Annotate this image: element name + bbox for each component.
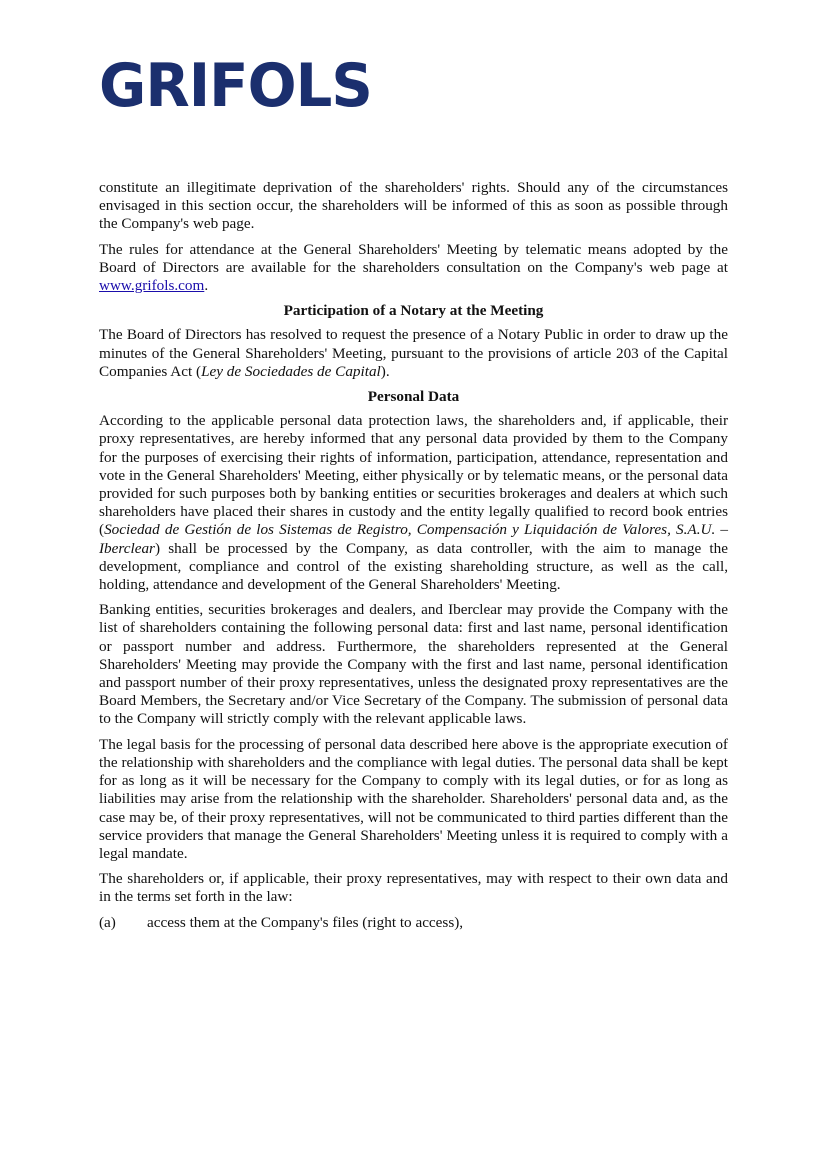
purpose-text: According to the applicable personal data protection laws, the shareholders and, if applicable, their proxy representatives, are hereby informed that any personal data provided by them to the Company for the purposes of exercising their rights of information, participation, attendance, representation and vote in the General Shareholders' Meeting, either physically or by telematic means, or the personal data provided for such purposes both by banking entities or securities brokerages and dealers at which such shareholders have placed their shares in custody and the entity legally qualified to record book entries ( <box>99 412 729 539</box>
list-item-marker: (a) <box>99 913 116 931</box>
notary-act-name: Ley de Sociedades de Capital <box>201 362 381 380</box>
telematic-rules-text: The rules for attendance at the General Shareholders' Meeting by telematic means adopted by the Board of Directors are available for the shareholders consultation on the Company's web page at <box>99 240 728 276</box>
purpose-text-end: ) shall be processed by the Company, as data controller, with the aim to manage the development, compliance and control of the existing shareholding structure, as well as the call, holding, attendance and development of the General Shareholders' Meeting. <box>99 539 728 594</box>
paragraph-data-sources: Banking entities, securities brokerages and dealers, and Iberclear may provide the Company with the list of shareholders containing the following personal data: first and last name, personal identification or passport number and address. Furthermore, the shareholders represented at the General Shareholders' Meeting may provide the Company with the first and last name, personal identification and passport number of their proxy representatives, unless the designated proxy representatives are the Board Members, the Secretary and/or Vice Secretary of the Company. The submission of personal data to the Company will strictly comply with the relevant applicable laws. <box>99 601 728 728</box>
list-item-text: access them at the Company's files (right to access), <box>147 913 464 931</box>
list-item <box>99 914 728 932</box>
paragraph-legal-basis: The legal basis for the processing of personal data described here above is the appropriate execution of the relationship with shareholders and the compliance with legal duties. The personal data shall be kept for as long as it will be necessary for the Company to comply with its legal duties, or for as long as liabilities may arise from the relationship with the shareholder. Shareholders' personal data and, as the case may be, of their proxy representatives, will not be communicated to third parties different than the service providers that manage the General Shareholders' Meeting unless it is required to comply with a legal mandate. <box>99 735 728 862</box>
iberclear-name: Sociedad de Gestión de los Sistemas de Registro, Compensación y Liquidación de Valores, S.A.U. – Iberclear <box>99 521 728 557</box>
grifols-logo: GRIFOLS <box>99 51 372 121</box>
personal-data-heading: Personal Data <box>367 388 460 406</box>
paragraph-deprivation: constitute an illegitimate deprivation of the shareholders' rights. Should any of the circumstances envisaged in this section occur, the shareholders will be informed of this as soon as possible through the Company's web page. <box>99 179 728 233</box>
grifols-website-link[interactable]: www.grifols.com <box>99 277 205 295</box>
document-body <box>99 179 728 932</box>
notary-text: The Board of Directors has resolved to request the presence of a Notary Public in order to draw up the minutes of the General Shareholders' Meeting, pursuant to the provisions of article 203 of the Capital Companies Act ( <box>99 326 728 380</box>
paragraph-personal-data-purpose <box>99 412 728 594</box>
paragraph-notary <box>99 326 728 381</box>
telematic-rules-end: . <box>204 277 209 295</box>
paragraph-shareholder-rights: The shareholders or, if applicable, their proxy representatives, may with respect to their own data and in the terms set forth in the law: <box>99 870 728 906</box>
paragraph-telematic-rules <box>99 241 728 296</box>
notary-text-end: ). <box>380 362 390 380</box>
notary-heading: Participation of a Notary at the Meeting <box>283 302 544 320</box>
